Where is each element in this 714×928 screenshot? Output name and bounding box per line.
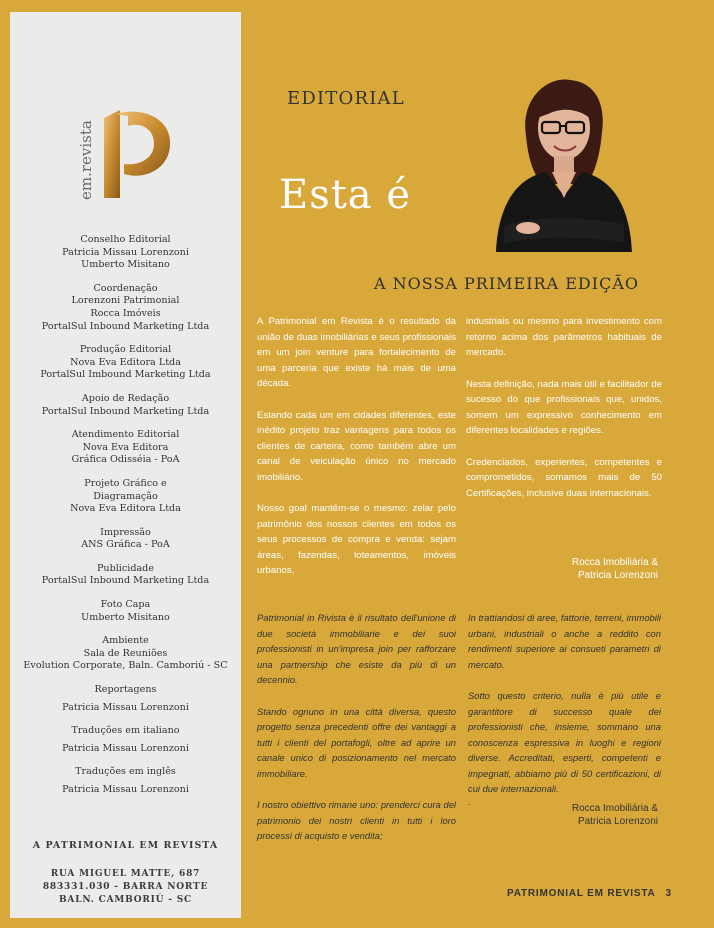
author-portrait-image (490, 66, 638, 252)
credit-group (10, 478, 241, 516)
magazine-logo (72, 108, 182, 204)
credit-group (10, 527, 241, 552)
address-line: BALN. CAMBORIÚ - SC (59, 895, 192, 905)
paragraph: Estando cada um em cidades diferentes, este inédito projeto traz vantagens para todos os clientes de carteira, como também abre um canal de veiculação único no mercado imobiliário. (257, 409, 456, 483)
credit-name: Rocca Imóveis (90, 307, 161, 319)
credit-name: Umberto Misitano (81, 611, 170, 623)
it-column-2 (468, 610, 661, 823)
credit-role: Reportagens (94, 684, 157, 696)
pt-column-2 (466, 314, 662, 517)
credit-name: Patricia Missau Lorenzoni (62, 246, 189, 258)
paragraph: Sotto questo criterio, nulla è più utile e garantitore di successo quale dei professionisti che, insieme, sommano una conoscenza espressiva in luoghi e regioni diverse. Accreditati, esperti, competenti e impegnati, abbiamo più di 50 certificazioni, di cui due internazionali. (468, 690, 661, 794)
credit-role: Impressão (100, 526, 151, 538)
credit-role: Traduções em inglês (75, 766, 176, 778)
credit-name: Patricia Missau Lorenzoni (62, 742, 189, 754)
credit-name: Evolution Corporate, Baln. Camboriú - SC (23, 660, 228, 672)
brand-vertical-text (76, 112, 96, 202)
credit-name: Nova Eva Editora Ltda (70, 503, 181, 515)
paragraph: Patrimonial in Rivista è il risultato dell'unione di due società immobiliarie e dei suoi professionisti in un'impresa join per rafforzare una partnership che esiste da più di un decennio. (257, 612, 456, 685)
credit-name: PortalSul Inbound Marketing Ltda (41, 405, 210, 417)
credit-group (10, 283, 241, 333)
paragraph: Nesta definição, nada mais útil e facilitador de sucesso do que profissionais que, unidos, somem um expressivo conhecimento em diferentes localidades e regiões. (466, 378, 662, 436)
paragraph: I nostro obiettivo rimane uno: prenderci cura del patrimonio dei nostri clienti in tutti i loro processi di acquisto e vendita; (257, 799, 456, 841)
credits-list (10, 234, 241, 808)
credit-name: Patricia Missau Lorenzoni (62, 701, 189, 713)
credit-group (10, 393, 241, 418)
credit-name: Lorenzoni Patrimonial (71, 295, 180, 307)
signature-line: Rocca Imobiliária & (571, 557, 658, 568)
credit-group (10, 684, 241, 714)
credit-role: Foto Capa (100, 599, 151, 611)
pt-column-1 (257, 314, 456, 595)
it-signature (480, 802, 658, 828)
credit-name: Gráfica Odisséia - PoA (71, 454, 180, 466)
credit-name: Umberto Misitano (81, 259, 170, 271)
paragraph: In trattiandosi di aree, fattorie, terreni, immobili urbani, industriali o anche a reddito con rendimenti superiore ai consueti parametri di mercato. (468, 612, 661, 670)
credit-name: Diagramação (93, 490, 158, 502)
sidebar-credits (10, 12, 241, 918)
footer-label: PATRIMONIAL EM REVISTA (507, 888, 656, 899)
paragraph: Credenciados, experientes, competentes e comprometidos, somamos mais de 50 Certificações, inclusive duas internacionais. (466, 456, 662, 499)
page-number: 3 (665, 888, 672, 899)
credit-name: Sala de Reuniões (83, 647, 168, 659)
credit-group (10, 429, 241, 467)
credit-group (10, 725, 241, 755)
it-column-1 (257, 610, 456, 860)
credit-role: Coordenação (93, 282, 158, 294)
credit-role: Projeto Gráfico e (84, 477, 167, 489)
paragraph: Nosso goal mantêm-se o mesmo: zelar pelo patrimônio dos nossos clientes em todos os seus processos de compra e venda: sejam áreas, fazendas, loteamentos, imóveis urbanos, (257, 503, 456, 576)
credit-group (10, 344, 241, 382)
page-subtitle: A NOSSA PRIMEIRA EDIÇÃO (374, 274, 639, 293)
paragraph: industriais ou mesmo para investimento com retorno acima dos parâmetros habituais de mercado. (466, 316, 662, 358)
page-title: Esta é (279, 172, 412, 218)
credit-group (10, 766, 241, 796)
credit-group (10, 635, 241, 673)
credit-name: Patricia Missau Lorenzoni (62, 784, 189, 795)
section-label: EDITORIAL (287, 88, 405, 109)
page-footer (507, 888, 672, 899)
logo-p-icon (102, 108, 174, 200)
credit-role: Traduções em italiano (71, 725, 180, 737)
paragraph: . (468, 795, 471, 807)
credit-name: ANS Gráfica - PoA (81, 539, 170, 551)
credit-name: PortalSul Inbound Marketing Ltda (41, 575, 210, 587)
signature-line: Patricia Lorenzoni (577, 816, 658, 827)
pt-signature (480, 556, 658, 582)
credit-role: Ambiente (102, 635, 149, 647)
credit-role: Atendimento Editorial (71, 429, 180, 441)
address-line: 883331.030 - BARRA NORTE (42, 882, 209, 892)
credit-role: Produção Editorial (79, 344, 172, 356)
credit-role: Conselho Editorial (80, 234, 171, 245)
credit-name: Nova Eva Editora (82, 441, 169, 453)
address-line: RUA MIGUEL MATTE, 687 (50, 869, 201, 879)
signature-line: Patricia Lorenzoni (577, 570, 658, 581)
credit-group (10, 599, 241, 624)
credit-name: PortalSul Inbound Marketing Ltda (41, 320, 210, 332)
credit-name: Nova Eva Editora Ltda (70, 356, 181, 368)
svg-text:em.revista: em.revista (77, 120, 95, 200)
credit-group (10, 234, 241, 272)
credit-group (10, 563, 241, 588)
magazine-name: A PATRIMONIAL EM REVISTA (32, 840, 219, 851)
address-block (10, 868, 241, 907)
credit-role: Publicidade (96, 562, 155, 574)
credit-role: Apoio de Redação (81, 392, 170, 404)
signature-line: Rocca Imobiliária & (571, 803, 658, 814)
paragraph: Stando ognuno in una città diversa, questo progetto senza precedenti offre dei vantaggi a tutti i clienti del portafogli, oltre ad aprire un canale unico di posizionamento nel mercato immobiliare. (257, 705, 456, 779)
paragraph: A Patrimonial em Revista é o resultado da união de duas imobiliárias e seus profissionais em um join venture para fortalecimento de uma parceria que existe há mais de uma década. (257, 316, 456, 389)
credit-name: PortalSul Imbound Marketing Ltda (40, 369, 211, 381)
